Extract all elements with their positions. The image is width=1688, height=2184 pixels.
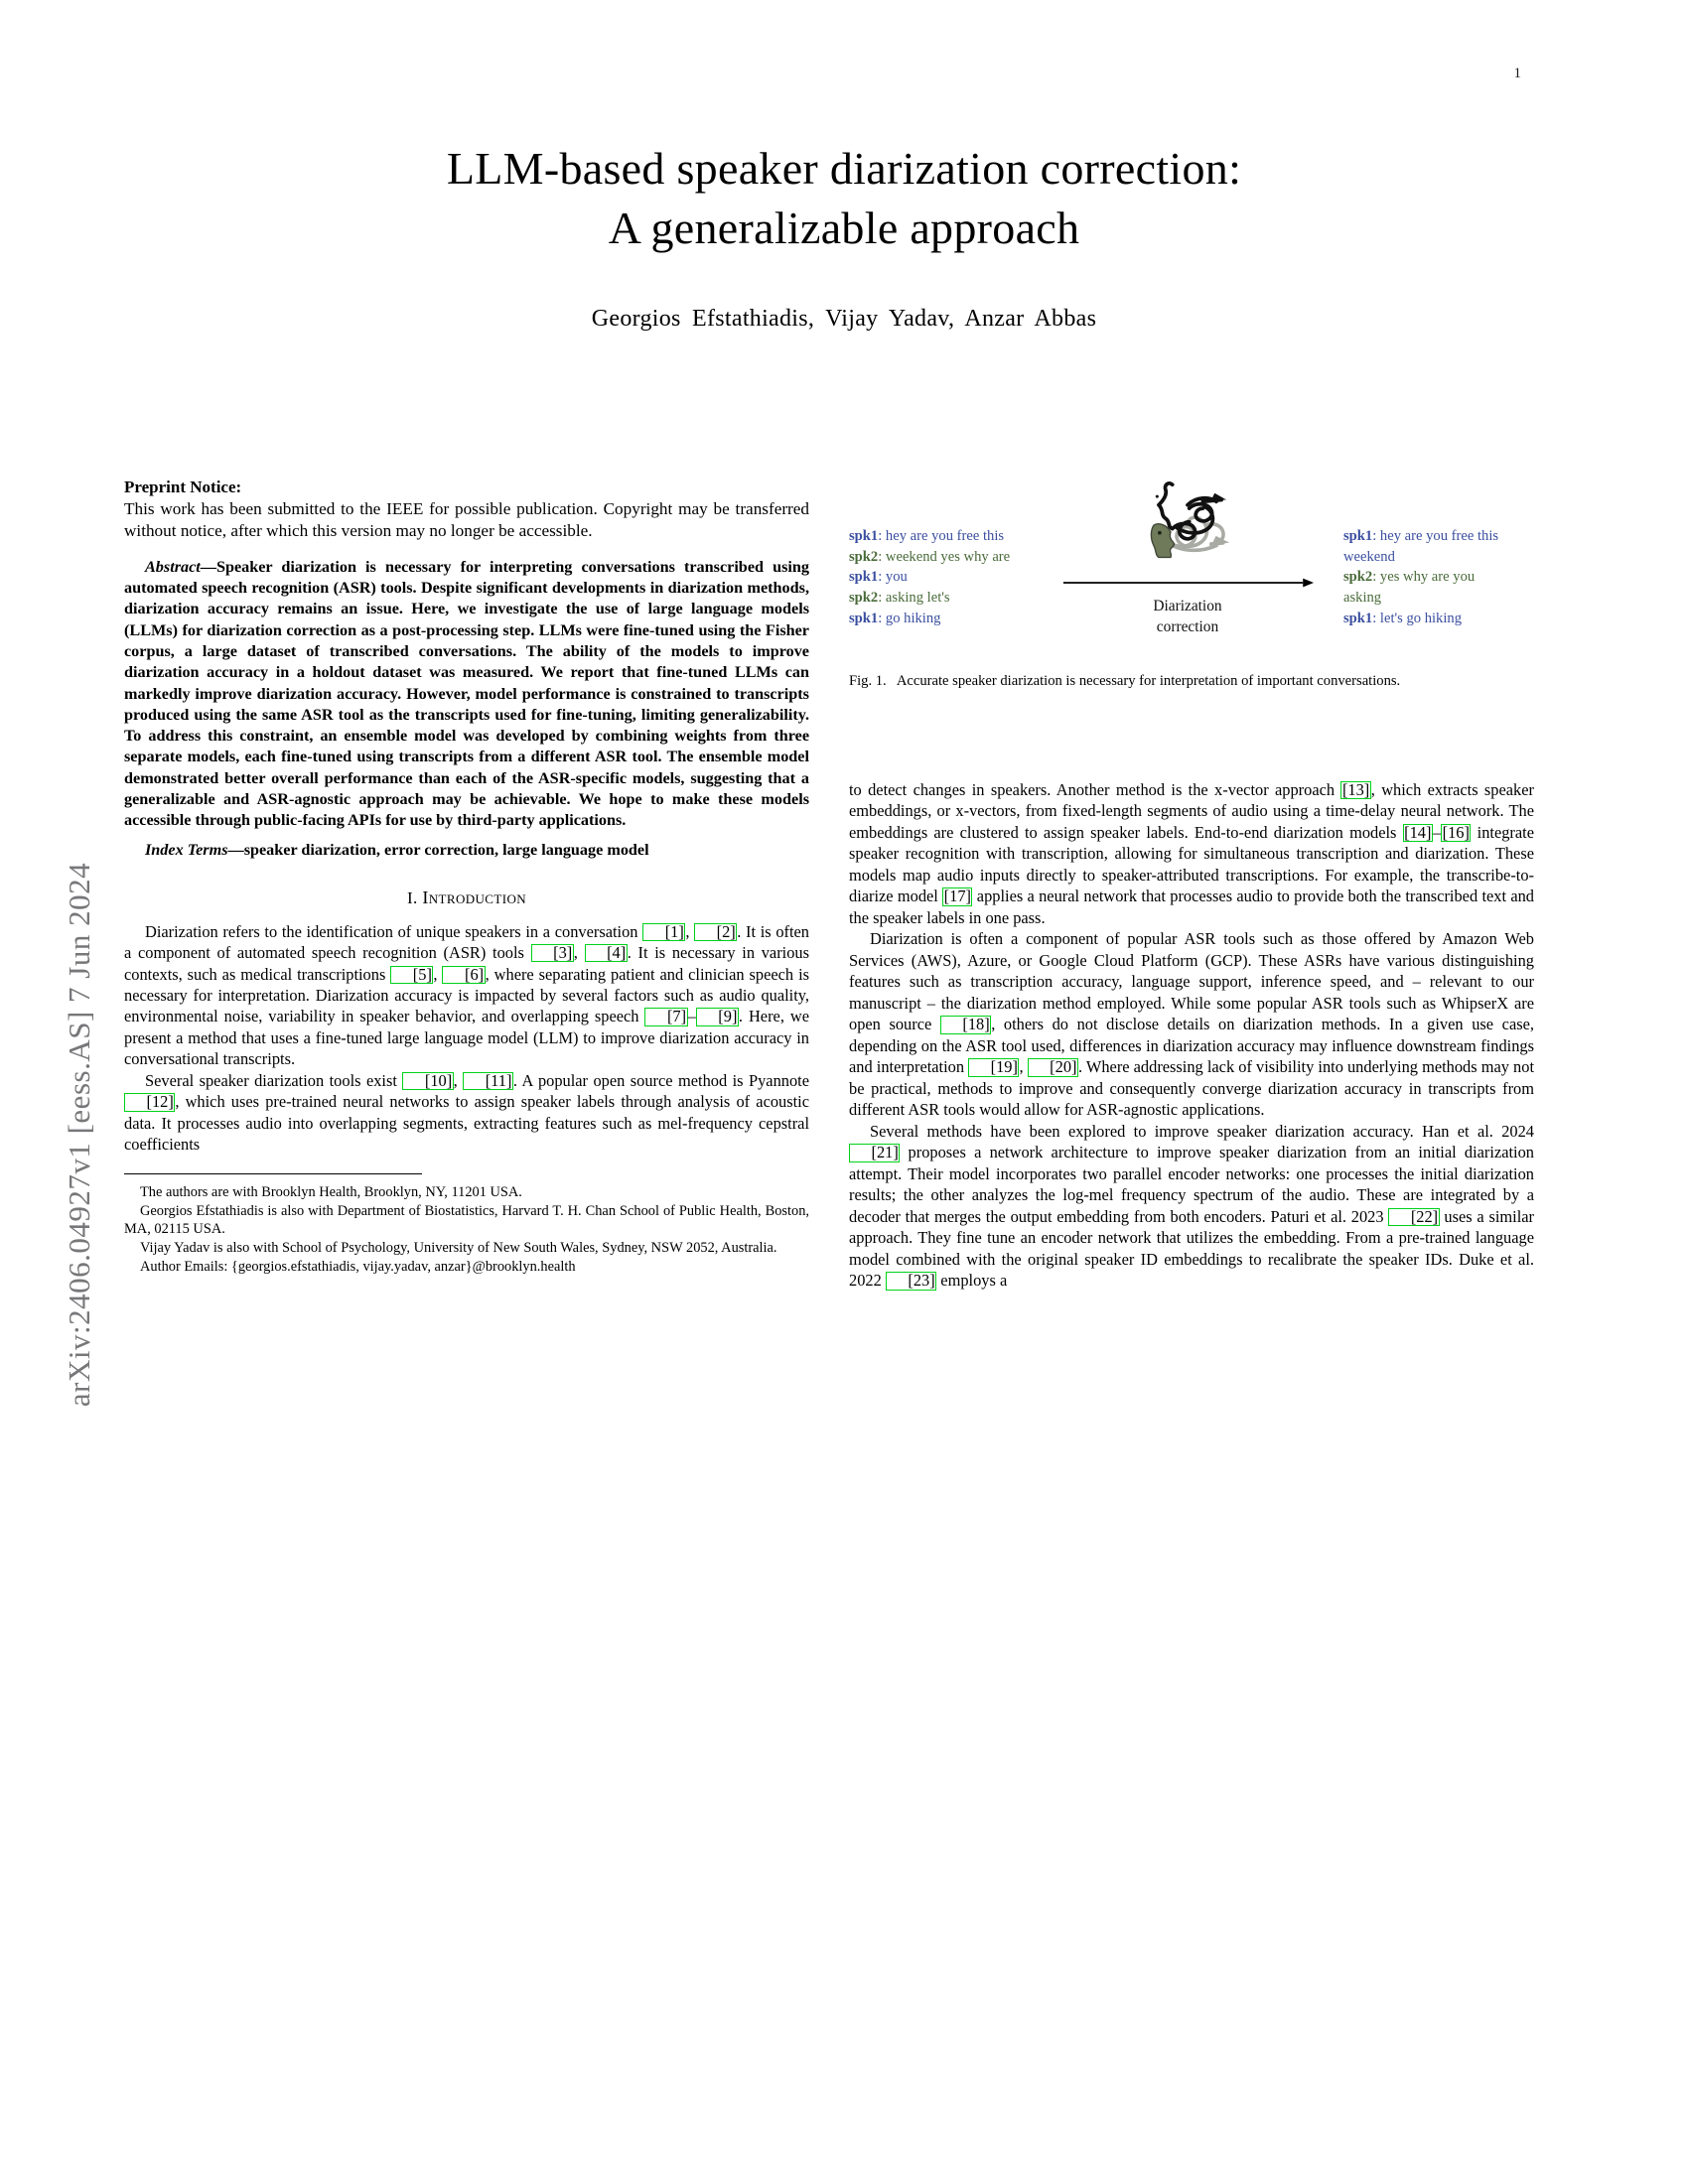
- text-run: ,: [573, 943, 585, 963]
- title-block: [179, 139, 1509, 333]
- page-title-line-1: LLM-based speaker diarization correction:: [446, 143, 1242, 194]
- transcript-line: spk1: let's go hiking: [1343, 610, 1463, 626]
- figure-caption-label: Fig. 1.: [849, 673, 887, 689]
- citation-link[interactable]: [1]: [642, 923, 685, 941]
- text-run: –: [1432, 822, 1442, 842]
- speaker-label: spk1: [1343, 528, 1373, 544]
- text-run: –: [687, 1007, 696, 1026]
- footnote-block: [124, 1183, 809, 1277]
- page-number: 1: [1513, 66, 1521, 81]
- citation-link[interactable]: [18]: [940, 1016, 991, 1033]
- citation-link[interactable]: [9]: [696, 1008, 739, 1025]
- utterance-text: weekend: [1343, 548, 1395, 565]
- text-run: Several speaker diarization tools exist: [145, 1070, 403, 1090]
- intro-paragraph-2: [124, 1070, 809, 1156]
- right-paragraph-1: [849, 779, 1534, 928]
- citation-link[interactable]: [22]: [1388, 1208, 1439, 1226]
- diarization-correction-transform: [1044, 475, 1332, 638]
- utterance-text: asking let's: [885, 590, 950, 607]
- section-number: I.: [406, 887, 418, 907]
- transcript-line: spk2: weekend yes why are: [849, 548, 1011, 565]
- citation-link[interactable]: [17]: [943, 887, 971, 906]
- text-run: ,: [685, 921, 695, 941]
- index-terms-label: Index Terms: [145, 840, 228, 859]
- section-title: Introduction: [422, 887, 527, 907]
- text-run: . A popular open source method is Pyannote: [512, 1070, 809, 1090]
- utterance-text: weekend yes why are: [885, 548, 1011, 565]
- footnote-divider: [124, 1173, 422, 1174]
- citation-link[interactable]: [7]: [644, 1008, 687, 1025]
- citation-link[interactable]: [3]: [531, 944, 574, 962]
- text-run: ,: [453, 1070, 464, 1090]
- speaker-label: spk2: [1343, 569, 1373, 586]
- citation-link[interactable]: [19]: [968, 1058, 1019, 1076]
- figure-arrow-label: [1044, 597, 1332, 638]
- footnote-item: The authors are with Brooklyn Health, Brooklyn, NY, 11201 USA.: [140, 1183, 522, 1200]
- utterance-text: let's go hiking: [1379, 610, 1463, 626]
- text-run: , which uses pre-trained neural networks to assign speaker labels through analysis of acoustic data. It processes audio into overlapping segments, extracting features such as mel-frequency cepstral coefficients: [124, 1092, 809, 1155]
- footnote-item: Georgios Efstathiadis is also with Department of Biostatistics, Harvard T. H. Chan School of Public Health, Boston, MA, 02115 USA.: [124, 1202, 809, 1238]
- text-run: employs a: [936, 1271, 1008, 1291]
- index-terms-paragraph: [124, 840, 809, 861]
- author-list: Georgios Efstathiadis, Vijay Yadav, Anzar Abbas: [591, 305, 1097, 332]
- abstract-dash: —: [200, 557, 216, 576]
- speaker-label: spk1: [849, 610, 879, 626]
- citation-link[interactable]: [5]: [390, 966, 433, 984]
- text-run: Diarization refers to the identification of unique speakers in a conversation: [145, 921, 643, 941]
- citation-link[interactable]: [23]: [886, 1272, 936, 1290]
- citation-link[interactable]: [2]: [694, 923, 737, 941]
- transcript-line: [1343, 588, 1498, 609]
- utterance-text: go hiking: [885, 610, 941, 626]
- text-run: ,: [433, 964, 443, 984]
- speaker-label: spk1: [849, 528, 879, 544]
- abstract-label: Abstract: [145, 557, 201, 576]
- citation-link[interactable]: [10]: [402, 1072, 453, 1090]
- right-paragraph-2: [849, 928, 1534, 1120]
- footnote-item: Author Emails: {georgios.efstathiadis, vijay.yadav, anzar}@brooklyn.health: [140, 1258, 576, 1275]
- citation-link[interactable]: [14]: [1404, 822, 1432, 842]
- figure-transcript-before: [849, 526, 1010, 629]
- citation-link[interactable]: [20]: [1028, 1058, 1078, 1076]
- speaker-label: spk1: [1343, 610, 1373, 626]
- speaker-label: spk1: [849, 569, 879, 586]
- transcript-line: spk2: yes why are you: [1343, 569, 1476, 586]
- citation-link[interactable]: [4]: [585, 944, 628, 962]
- utterance-text: hey are you free this: [1379, 528, 1499, 544]
- right-column: [849, 779, 1534, 1292]
- preprint-notice-body: This work has been submitted to the IEEE for possible publication. Copyright may be transferred without notice, after which this version may no longer be accessible.: [124, 499, 809, 541]
- utterance-text: you: [885, 569, 908, 586]
- right-arrow-icon: [1061, 577, 1315, 589]
- arrow-label-line-2: correction: [1156, 617, 1219, 635]
- transcript-line: spk1: go hiking: [849, 610, 941, 626]
- tangled-speech-doodle-icon: [1128, 475, 1247, 566]
- text-run: . It is often a component of automated speech recognition (ASR) tools: [124, 921, 810, 963]
- left-column: [124, 477, 809, 1276]
- text-run: to detect changes in speakers. Another method is the x-vector approach: [849, 780, 1341, 799]
- citation-link[interactable]: [11]: [463, 1072, 513, 1090]
- text-run: , where separating patient and clinician speech is necessary for interpretation. Diarization accuracy is impacted by several factors such as audio quality, environmental noise, variability in speaker behavior, and overlapping speech: [124, 964, 810, 1026]
- abstract-body: Speaker diarization is necessary for interpreting conversations transcribed using automated speech recognition (ASR) tools. Despite significant developments in diarization methods, diarization accuracy remains an issue. Here, we investigate the use of large language models (LLMs) for diarization correction as a post-processing step. LLMs were fine-tuned using the Fisher corpus, a large dataset of transcribed conversations. The ability of the models to improve diarization accuracy in a holdout dataset was measured. We report that fine-tuned LLMs can markedly improve diarization accuracy. However, model performance is constrained to transcripts produced using the same ASR tool as the transcripts used for fine-tuning, limiting generalizability. To address this constraint, an ensemble model was developed by combining weights from three separate models, each fine-tuned using transcripts from a different ASR tool. The ensemble model demonstrated better overall performance than each of the ASR-specific models, suggesting that a generalizable and ASR-agnostic approach may be achievable. We hope to make these models accessible through public-facing APIs for use by third-party applications.: [124, 557, 809, 830]
- figure-caption-text: Accurate speaker diarization is necessary for interpretation of important conversations.: [896, 673, 1401, 689]
- text-run: applies a neural network that processes audio to provide both the transcribed text and the speaker labels in one pass.: [849, 887, 1534, 927]
- right-paragraph-3: [849, 1121, 1534, 1292]
- text-run: ,: [1019, 1057, 1028, 1077]
- preprint-notice-heading: Preprint Notice:: [124, 478, 242, 496]
- utterance-text: asking: [1343, 590, 1382, 607]
- preprint-notice: [124, 477, 809, 543]
- index-terms-body: speaker diarization, error correction, large language model: [243, 840, 649, 859]
- figure-1-caption: [849, 672, 1534, 691]
- transcript-line: [1343, 547, 1498, 568]
- transcript-line: spk1: hey are you free this: [1343, 528, 1499, 544]
- utterance-text: hey are you free this: [885, 528, 1005, 544]
- citation-link[interactable]: [13]: [1341, 780, 1370, 799]
- text-run: uses a similar approach. They fine tune an encoder network that utilizes the embedding. From a pre-trained language model combined with the original speaker ID embeddings to recalibrate the speaker IDs. Duke et al. 2022: [849, 1206, 1534, 1291]
- text-run: proposes a network architecture to improve speaker diarization from an initial diarization attempt. Their model incorporates two parallel encoder networks: one processes the initial diarization results; the other analyzes the log-mel frequency spectrum of the audio. These are integrated by a decoder that merges the output embedding from both encoders. Paturi et al. 2023: [849, 1143, 1534, 1226]
- citation-link[interactable]: [16]: [1442, 822, 1470, 842]
- text-run: , others do not disclose details on diarization methods. In a given use case, depending on the ASR tool used, differences in diarization accuracy may influence downstream findings and interpretation: [849, 1015, 1534, 1077]
- transcript-line: spk1: hey are you free this: [849, 528, 1005, 544]
- figure-1-canvas: [849, 475, 1534, 658]
- speaker-label: spk2: [849, 548, 879, 565]
- citation-link[interactable]: [6]: [442, 966, 485, 984]
- section-heading-introduction: [124, 887, 809, 910]
- text-run: integrate speaker recognition with transcription, allowing for simultaneous transcription and diarization. These models map audio inputs directly to speaker-attributed transcriptions. For example, the transcribe-to-diarize model: [849, 822, 1534, 906]
- figure-1: [849, 475, 1534, 691]
- text-run: . Here, we present a method that uses a fine-tuned large language model (LLM) to improve diarization accuracy in conversational transcripts.: [124, 1007, 809, 1069]
- abstract-paragraph: [124, 557, 809, 832]
- citation-link[interactable]: [12]: [124, 1093, 175, 1111]
- intro-paragraph-1: [124, 921, 809, 1070]
- speaker-label: spk2: [849, 590, 879, 607]
- text-run: , which extracts speaker embeddings, or x-vectors, from fixed-length segments of audio using a time-delay neural network. The embeddings are clustered to assign speaker labels. End-to-end diarization models: [849, 780, 1534, 842]
- text-run: Several methods have been explored to improve speaker diarization accuracy. Han et al. 2024: [870, 1121, 1534, 1141]
- utterance-text: yes why are you: [1379, 569, 1476, 586]
- text-run: Diarization is often a component of popular ASR tools such as those offered by Amazon Web Services (AWS), Azure, or Google Cloud Platform (GCP). These ASRs have various distinguishing features such as transcription accuracy, language support, inference speed, and – relevant to our manuscript – the diarization method employed. While some popular ASR tools such as WhipserX are open source: [849, 929, 1534, 1034]
- transcript-line: spk1: you: [849, 569, 908, 586]
- arxiv-identifier-stamp: arXiv:2406.04927v1 [eess.AS] 7 Jun 2024: [62, 862, 96, 1408]
- citation-link[interactable]: [21]: [849, 1144, 900, 1161]
- footnote-item: Vijay Yadav is also with School of Psychology, University of New South Wales, Sydney, NSW 2052, Australia.: [140, 1240, 777, 1257]
- figure-transcript-after: [1343, 526, 1498, 629]
- page-title-line-2: A generalizable approach: [608, 202, 1080, 253]
- transcript-line: spk2: asking let's: [849, 590, 950, 607]
- text-run: . Where addressing lack of visibility into underlying methods may not be practical, methods to improve and consequently converge diarization accuracy in transcripts from different ASR tools would allow for ASR-agnostic applications.: [849, 1057, 1534, 1120]
- index-terms-dash: —: [227, 840, 244, 859]
- arrow-label-line-1: Diarization: [1153, 598, 1222, 614]
- text-run: . It is necessary in various contexts, such as medical transcriptions: [124, 943, 809, 984]
